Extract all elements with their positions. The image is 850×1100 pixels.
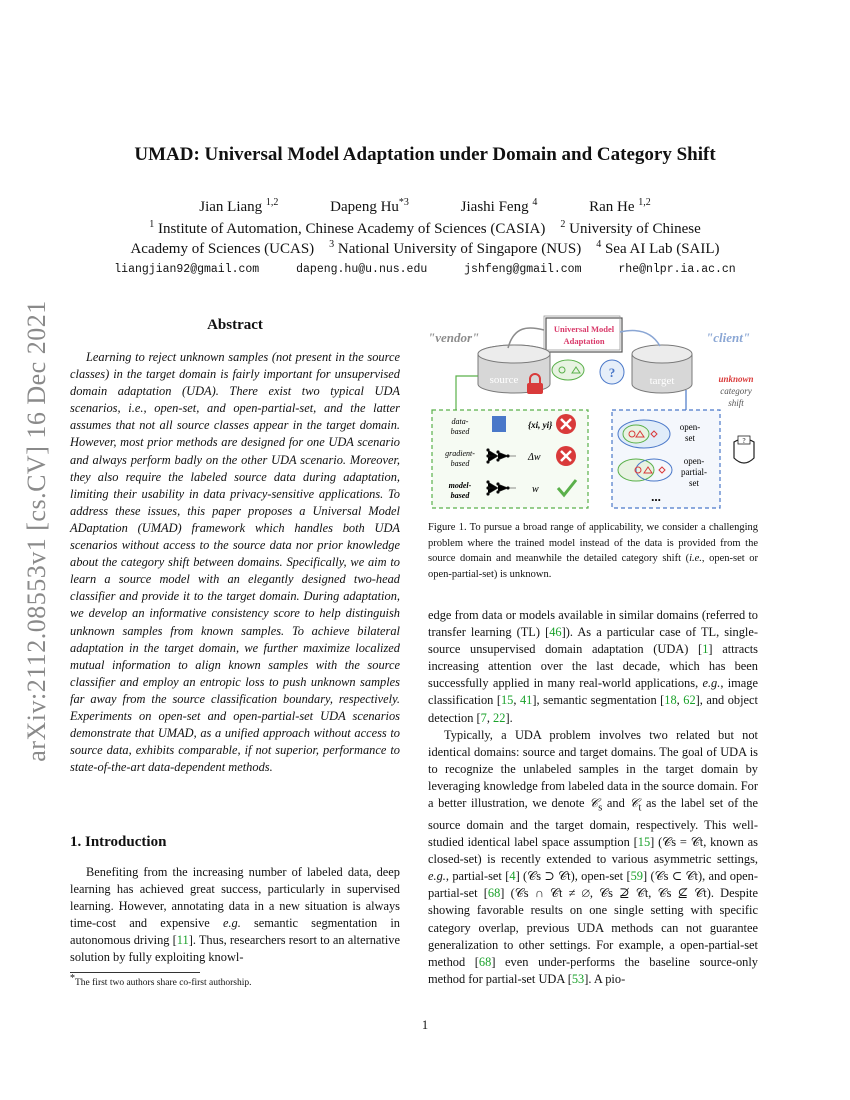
client-person-icon xyxy=(734,436,754,463)
open-set-label-1: open- xyxy=(679,422,701,432)
citation-link[interactable]: 22 xyxy=(493,710,506,725)
cross-icon xyxy=(556,446,576,466)
uma-box-line1: Universal Model xyxy=(553,324,615,334)
data-icon xyxy=(492,416,506,432)
author: Jian Liang $^{1,2}$ xyxy=(199,197,279,215)
citation-link[interactable]: 53 xyxy=(571,971,585,986)
unknown-label: unknown xyxy=(718,374,754,384)
paper-title: UMAD: Universal Model Adaptation under Domain and Category Shift xyxy=(134,144,716,165)
citation-link[interactable]: 46 xyxy=(549,625,562,640)
data-based-label-2: based xyxy=(450,427,470,436)
uma-box-line2: Adaptation xyxy=(563,336,605,346)
figure-1-diagram xyxy=(424,306,760,512)
source-label: source xyxy=(489,374,519,386)
citation-link[interactable]: 59 xyxy=(630,869,643,884)
email: liangjian92@gmail.com xyxy=(114,263,260,276)
w-formula: w xyxy=(532,484,539,495)
open-set-label-2: set xyxy=(685,433,695,443)
author: Jiashi Feng $^4$ xyxy=(460,197,538,215)
figure-1-caption: Figure 1. To pursue a broad range of applicability, we consider a challenging problem where the trained model instead of the data is provided from the source domain and meanwhile the detailed category shift (i.e., open-set or open-partial-set) is unknown. xyxy=(428,522,758,580)
open-partial-set-label-2: partial- xyxy=(681,467,707,477)
email: rhe@nlpr.ia.ac.cn xyxy=(618,263,736,276)
cross-icon xyxy=(556,414,576,434)
right-column-paragraph-2: Typically, a UDA problem involves two related but not identical domains: source and target domains. The goal of UDA is to recognize the unlabeled samples in the target domain by leveraging knowledge from labeled data in the source domain. For a better illustration, we denote 𝒞$_s$ and 𝒞$_t$ as the label set of the source domain and the target domain, respectively. This well-studied identical label space assumption [15] (𝒞s = 𝒞t, known as closed-set) is recently extended to various asymmetric settings, e.g., partial-set [4] (𝒞s ⊃ 𝒞t), open-set [59] (𝒞s ⊂ 𝒞t), and open-partial-set [68] (𝒞s ∩ 𝒞t ≠ ∅, 𝒞s ⊉ 𝒞t, 𝒞s ⊈ 𝒞t). Despite showing favorable results on one single setting with specific category overlap, previous UDA methods can not guarantee generalization to other settings. For example, a open-partial-set method [68] even under-performs the baseline source-only method for partial-set UDA [53]. A pio- xyxy=(428,728,759,986)
citation-link[interactable]: 1 xyxy=(702,642,709,657)
author: Ran He $^{1,2}$ xyxy=(589,197,651,215)
arrow-box-to-target xyxy=(620,331,660,346)
footnote-rule xyxy=(70,972,200,973)
target-label: target xyxy=(649,375,675,387)
abstract-heading: Abstract xyxy=(207,317,263,333)
category-label: category xyxy=(720,386,752,396)
shift-label: shift xyxy=(728,398,744,408)
citation-link[interactable]: 68 xyxy=(487,886,501,901)
section-heading-introduction: 1. Introduction xyxy=(70,834,167,850)
citation-link[interactable]: 41 xyxy=(519,693,533,708)
citation-link[interactable]: 68 xyxy=(478,954,492,969)
data-formula: {xi, yi} xyxy=(528,420,553,430)
model-based-label-1: model- xyxy=(448,481,472,490)
citation-link[interactable]: 18 xyxy=(664,693,677,708)
data-based-label-1: data- xyxy=(451,417,469,426)
delta-w-formula: Δw xyxy=(528,452,541,463)
affiliation-line-2: Academy of Sciences (UCAS) $^3$ National University of Singapore (NUS) $^4$ Sea AI Lab (SAIL) xyxy=(130,239,720,257)
email: jshfeng@gmail.com xyxy=(464,263,582,276)
citation-link[interactable]: 62 xyxy=(683,693,696,708)
svg-text:?: ? xyxy=(742,437,746,445)
email-list xyxy=(0,263,850,276)
more-scenarios-dots: ... xyxy=(651,489,661,504)
affiliation-line-1: $^1$ Institute of Automation, Chinese Academy of Sciences (CASIA) $^2$ University of Chinese xyxy=(149,219,701,237)
question-mark: ? xyxy=(608,365,616,380)
page-number: 1 xyxy=(421,1018,429,1032)
arxiv-stamp: arXiv:2112.08553v1 [cs.CV] 16 Dec 2021 xyxy=(22,300,51,762)
citation-link[interactable]: 11 xyxy=(176,933,189,948)
open-partial-set-label-1: open- xyxy=(683,456,705,466)
intro-paragraph: Benefiting from the increasing number of labeled data, deep learning has achieved great success, particularly in supervised learning. However, annotating data in a new situation is always time-cost and expensive e.g. semantic segmentation in autonomous driving [11]. Thus, researchers resort to an alternative solution by fully exploiting knowl- xyxy=(70,865,400,965)
client-label: "client" xyxy=(706,330,751,345)
citation-link[interactable]: 15 xyxy=(637,835,651,850)
vendor-label: "vendor" xyxy=(428,330,480,345)
citation-link[interactable]: 15 xyxy=(500,693,514,708)
abstract-body: Learning to reject unknown samples (not present in the source classes) in the target domain is fairly important for unsupervised domain adaptation (UDA). There exist two typical UDA scenarios, i.e., open-set, and open-partial-set, and the latter assumes that not all source classes appear in the target domain. However, most prior methods are designed for one UDA scenario and always perform badly on the other UDA scenario. Moreover, they also require the labeled source data during adaptation, limiting their usability in data privacy-sensitive applications. To address these issues, this paper proposes a Universal Model ADaptation (UMAD) framework which handles both UDA scenarios without access to the source data nor prior knowledge about the category shift between domains. Specifically, we aim to learn a source model with an elegantly designed two-head classifier and provide it to the target domain. During adaptation, we develop an informative consistency score to help distinguish unknown samples from known samples. To achieve bilateral adaptation in the target domain, we further maximize localized mutual information to align known samples with the source classifier and employ an entropic loss to push unknown samples far away from the source classification boundary, respectively. Experiments on open-set and open-partial-set UDA scenarios demonstrate that UMAD, as a unified approach without access to source data, exhibits comparable, if not superior, performance to state-of-the-art data-dependent methods. xyxy=(70,350,400,775)
open-set-venn-icon xyxy=(618,420,670,448)
gradient-based-label-2: based xyxy=(450,459,470,468)
footnote: *The first two authors share co-first authorship. xyxy=(70,972,252,988)
known-classes-icon xyxy=(552,360,584,380)
model-based-label-2: based xyxy=(450,491,470,500)
citation-link[interactable]: 7 xyxy=(480,710,487,725)
right-column-paragraph-1: edge from data or models available in similar domains (referred to transfer learning (TL) [46]). As a particular case of TL, single-source unsupervised domain adaptation (UDA) [1] attracts increasing attention over the last decade, which has been successfully applied in many real-world applications, e.g., image classification [15, 41], semantic segmentation [18, 62], and object detection [7, 22]. xyxy=(428,608,759,725)
author-list xyxy=(0,199,850,216)
citation-link[interactable]: 4 xyxy=(509,869,516,884)
open-partial-set-label-3: set xyxy=(689,478,699,488)
gradient-based-label-1: gradient- xyxy=(445,449,475,458)
author: Dapeng Hu$^{*3}$ xyxy=(330,197,409,215)
email: dapeng.hu@u.nus.edu xyxy=(296,263,428,276)
